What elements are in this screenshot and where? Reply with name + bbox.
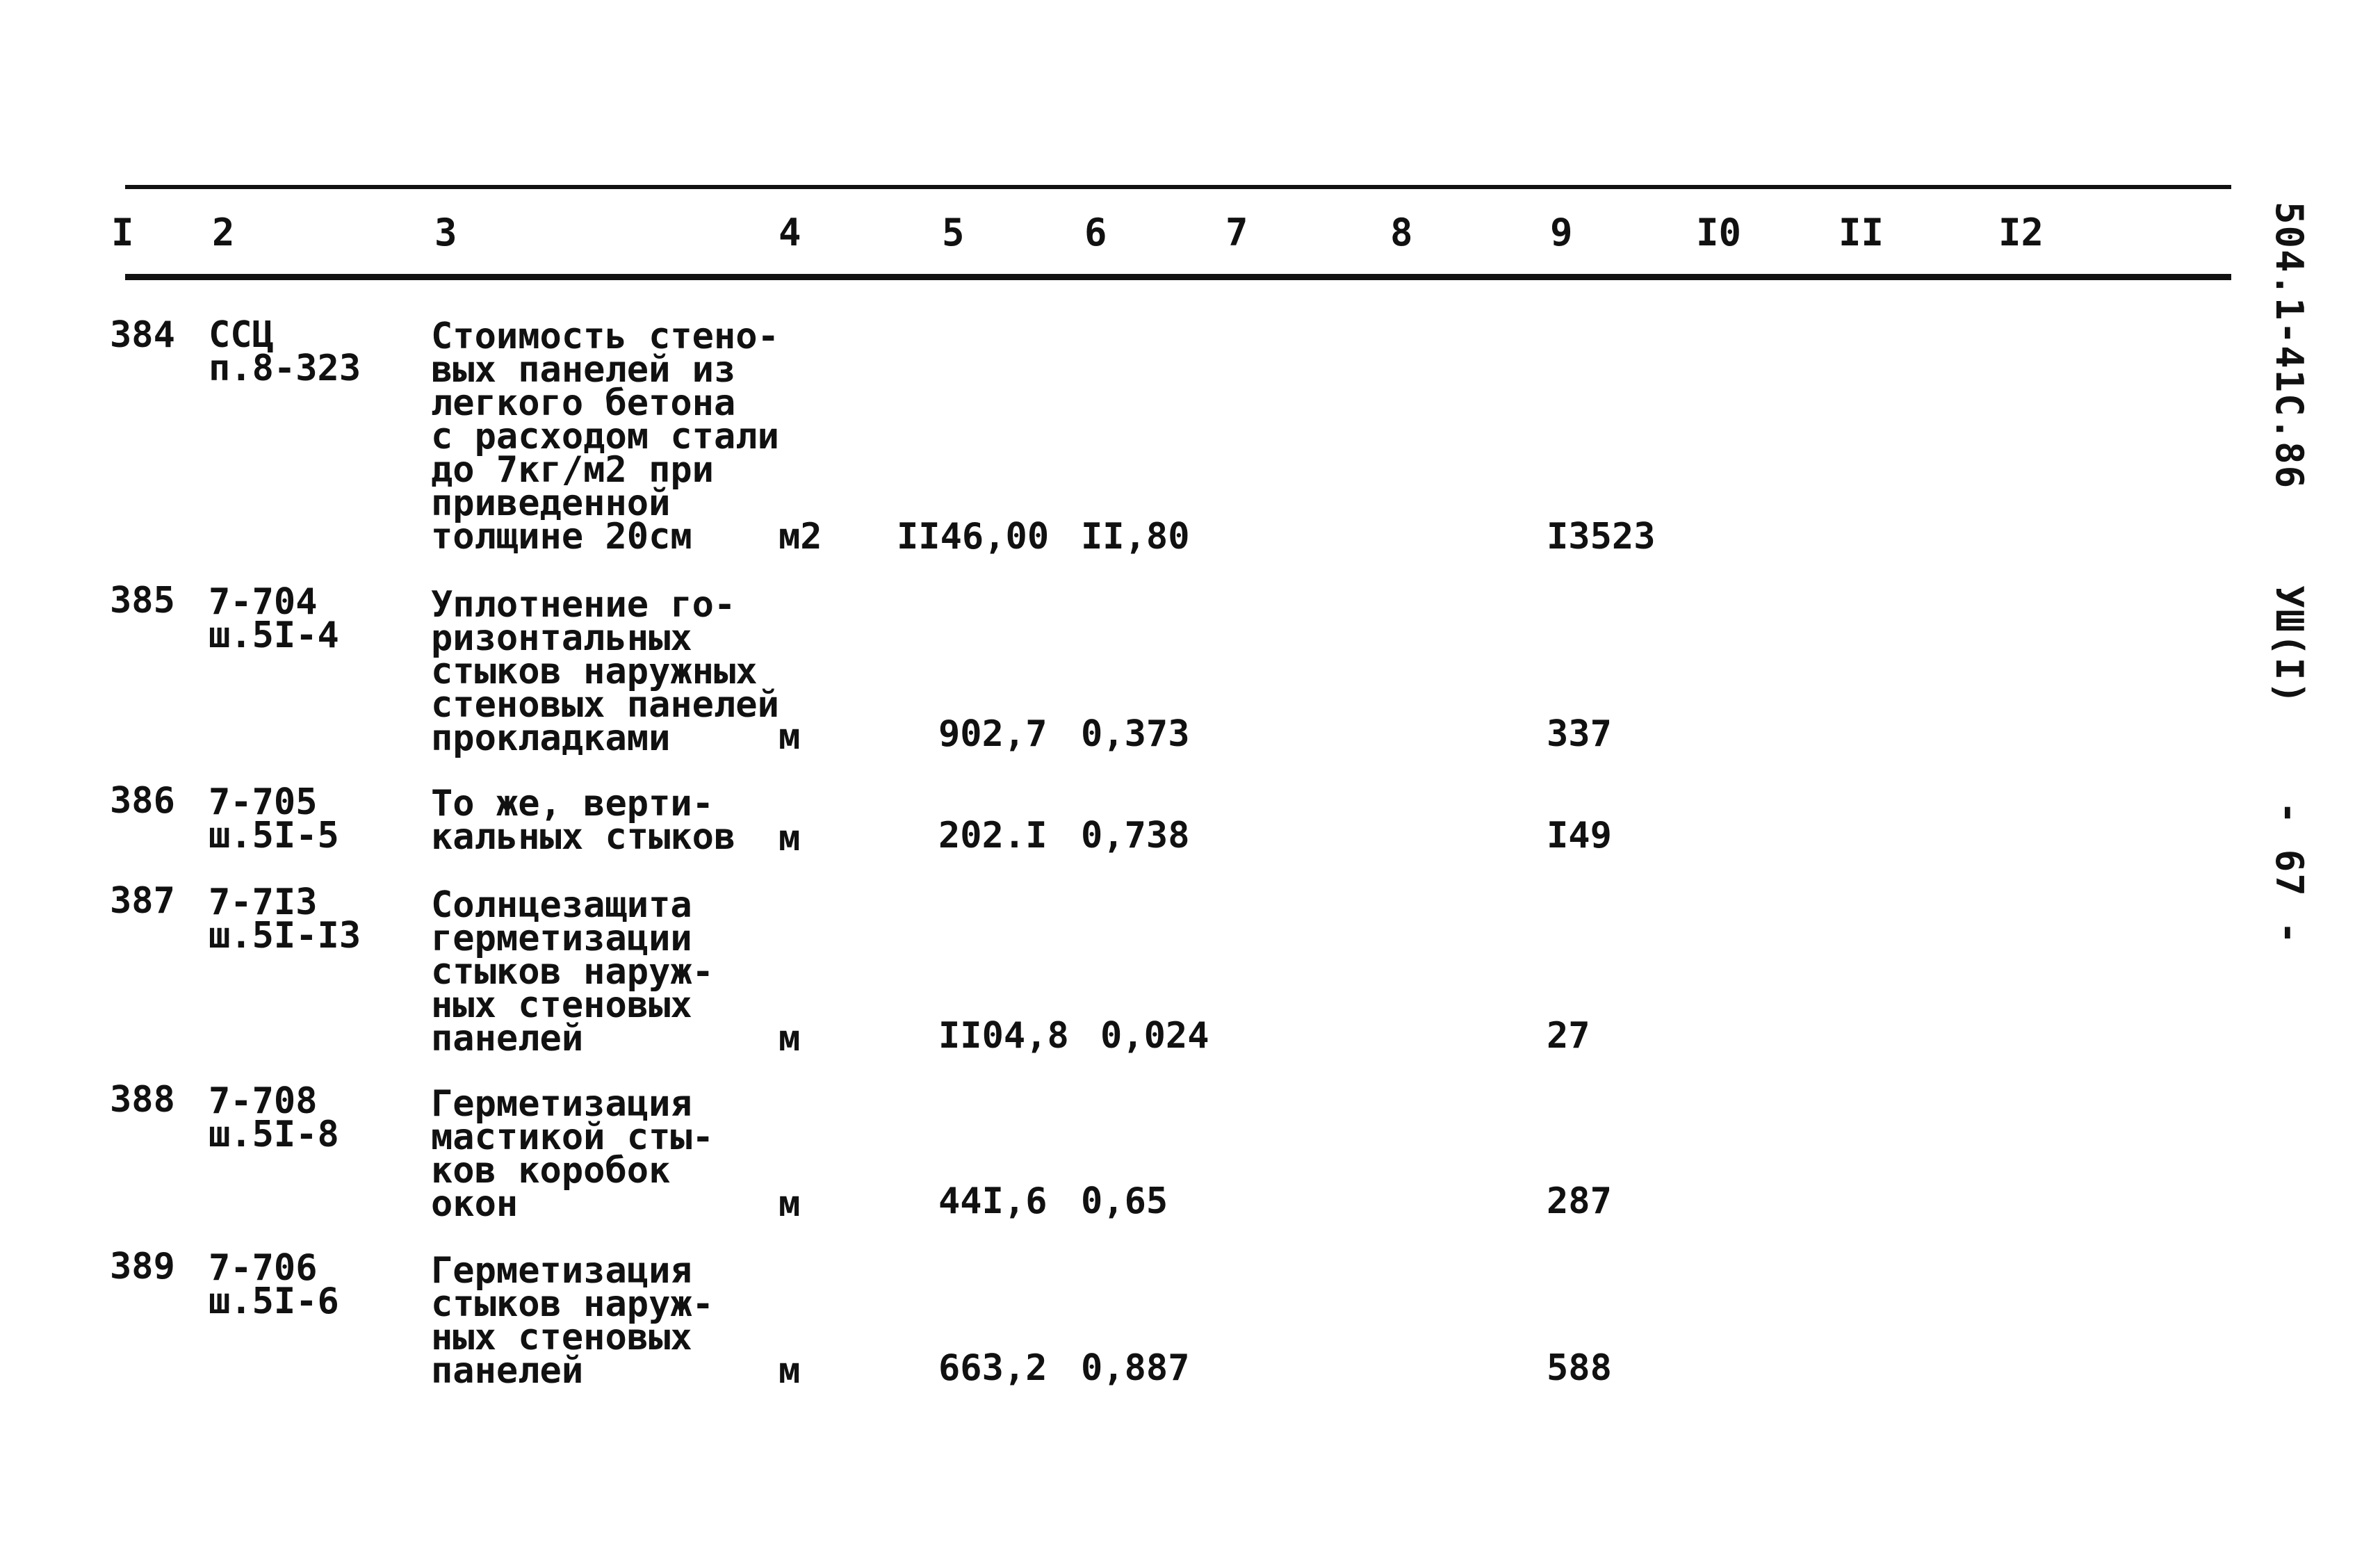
column-header-4: 4	[779, 211, 801, 254]
total-cost: 287	[1547, 1180, 1612, 1222]
unit: м	[779, 1183, 801, 1225]
quantity: 44I,6	[938, 1180, 1048, 1222]
unit-price: 0,024	[1100, 1015, 1209, 1057]
row-number: 389	[110, 1246, 175, 1287]
work-description: Герметизация мастикой сты- ков коробок окон	[431, 1083, 714, 1225]
document-code-margin-label: 504.1-41С.86 УШ(I) - 67 -	[2267, 202, 2311, 945]
norm-code: 7-708 ш.5I-8	[209, 1080, 339, 1155]
work-description: Солнцезащита герметизации стыков наруж- ных стеновых панелей	[431, 884, 714, 1059]
column-header-8: 8	[1390, 211, 1413, 254]
unit-price: 0,65	[1081, 1180, 1168, 1222]
unit-price: 0,738	[1081, 815, 1190, 856]
work-description: То же, верти- кальных стыков	[431, 783, 736, 858]
total-cost: I3523	[1547, 516, 1656, 558]
column-header-12: I2	[1998, 211, 2044, 254]
total-cost: I49	[1547, 815, 1612, 856]
unit: м	[779, 716, 801, 758]
column-header-2: 2	[212, 211, 235, 254]
norm-code: 7-706 ш.5I-6	[209, 1247, 339, 1322]
quantity: 902,7	[938, 713, 1048, 755]
unit-price: II,80	[1081, 516, 1190, 558]
table-header-rule	[125, 274, 2231, 280]
column-header-5: 5	[942, 211, 965, 254]
total-cost: 337	[1547, 713, 1612, 755]
column-header-11: II	[1839, 211, 1884, 254]
column-header-6: 6	[1084, 211, 1107, 254]
norm-code: 7-7I3 ш.5I-I3	[209, 881, 361, 957]
unit: м	[779, 818, 801, 859]
work-description: Уплотнение го- ризонтальных стыков наружных стеновых панелей прокладками	[431, 584, 779, 759]
row-number: 384	[110, 314, 175, 356]
unit: м2	[779, 516, 822, 558]
column-header-3: 3	[434, 211, 457, 254]
unit-price: 0,373	[1081, 713, 1190, 755]
unit-price: 0,887	[1081, 1347, 1190, 1389]
unit: м	[779, 1018, 801, 1059]
total-cost: 588	[1547, 1347, 1612, 1389]
column-header-7: 7	[1225, 211, 1248, 254]
quantity: II46,00	[897, 516, 1050, 558]
column-header-10: I0	[1696, 211, 1742, 254]
quantity: 202.I	[938, 815, 1048, 856]
norm-code: 7-704 ш.5I-4	[209, 581, 339, 656]
work-description: Герметизация стыков наруж- ных стеновых панелей	[431, 1250, 714, 1392]
quantity: II04,8	[938, 1015, 1069, 1057]
row-number: 385	[110, 580, 175, 621]
row-number: 387	[110, 880, 175, 922]
column-header-1: I	[111, 211, 134, 254]
column-header-9: 9	[1550, 211, 1573, 254]
norm-code: 7-705 ш.5I-5	[209, 781, 339, 856]
table-top-rule	[125, 185, 2231, 189]
unit: м	[779, 1350, 801, 1392]
quantity: 663,2	[938, 1347, 1048, 1389]
row-number: 388	[110, 1079, 175, 1121]
norm-code: ССЦ п.8-323	[209, 314, 361, 389]
total-cost: 27	[1547, 1015, 1590, 1057]
row-number: 386	[110, 780, 175, 822]
work-description: Стоимость стено- вых панелей из легкого бетона с расходом стали до 7кг/м2 при приведенной толщине 20см	[431, 316, 779, 558]
